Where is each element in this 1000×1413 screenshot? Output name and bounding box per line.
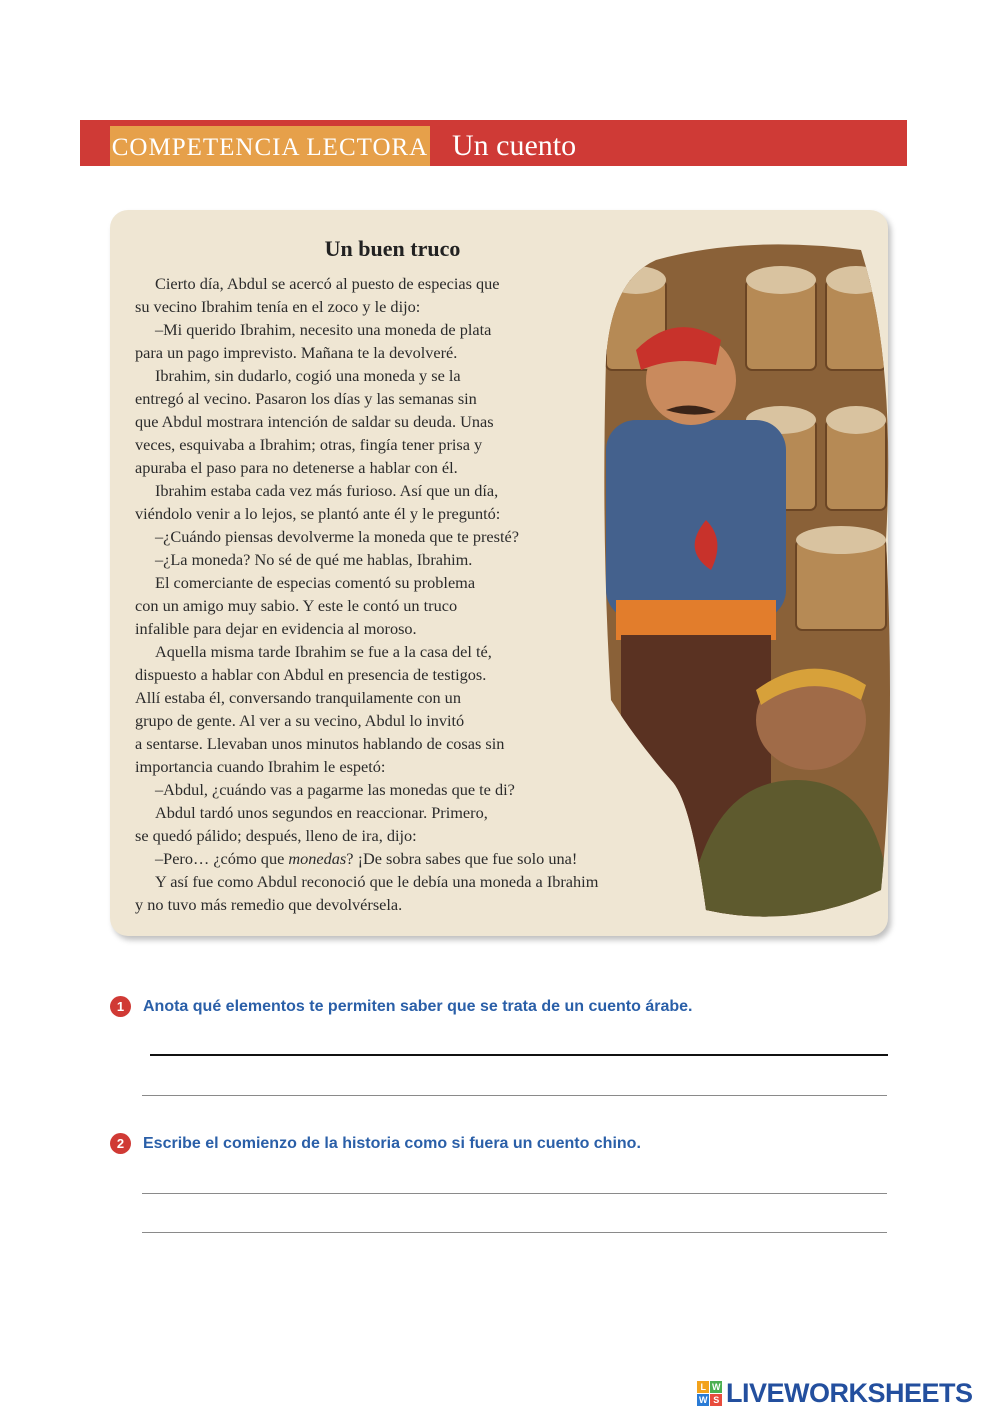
question-number-badge: 2 (110, 1133, 131, 1154)
story-line: viéndolo venir a lo lejos, se plantó ante él y le preguntó: (135, 504, 501, 523)
story-line: –Pero… ¿cómo que monedas? ¡De sobra sabes que fue solo una! (155, 849, 578, 868)
story-line: Allí estaba él, conversando tranquilamente con un (135, 688, 461, 707)
story-line: a sentarse. Llevaban unos minutos hablando de cosas sin (135, 734, 505, 753)
story-line: se quedó pálido; después, lleno de ira, dijo: (135, 826, 417, 845)
story-line: El comerciante de especias comentó su problema (155, 573, 476, 592)
story-line: grupo de gente. Al ver a su vecino, Abdul lo invitó (135, 711, 465, 730)
story-line: su vecino Ibrahim tenía en el zoco y le dijo: (135, 297, 421, 316)
question-text: Escribe el comienzo de la historia como si fuera un cuento chino. (143, 1134, 641, 1152)
answer-line-1b[interactable] (142, 1095, 887, 1096)
story-line: veces, esquivaba a Ibrahim; otras, fingía tener prisa y (135, 435, 483, 454)
logo-text: LIVEWORKSHEETS (726, 1378, 973, 1408)
story-line: Abdul tardó unos segundos en reaccionar. Primero, (155, 803, 488, 822)
logo-grid-icon: L W W S (699, 1382, 720, 1405)
page-title: Un cuento (452, 129, 577, 162)
story-line: Ibrahim, sin dudarlo, cogió una moneda y se la (155, 366, 461, 385)
story-line: Cierto día, Abdul se acercó al puesto de especias que (155, 274, 500, 293)
story-line: –¿La moneda? No sé de qué me hablas, Ibrahim. (155, 550, 473, 569)
story-line: y no tuvo más remedio que devolvérsela. (135, 895, 403, 914)
story-line: entregó al vecino. Pasaron los días y las semanas sin (135, 389, 477, 408)
liveworksheets-logo[interactable] (697, 1378, 973, 1409)
story-line: –Abdul, ¿cuándo vas a pagarme las monedas que te di? (155, 780, 515, 799)
question-text: Anota qué elementos te permiten saber que se trata de un cuento árabe. (143, 997, 693, 1015)
story-line: con un amigo muy sabio. Y este le contó un truco (135, 596, 458, 615)
question-2 (110, 1133, 641, 1154)
question-number-badge: 1 (110, 996, 131, 1017)
story-line: para un pago imprevisto. Mañana te la devolveré. (135, 343, 458, 362)
answer-line-1a[interactable] (150, 1054, 888, 1056)
story-line: –Mi querido Ibrahim, necesito una moneda de plata (155, 320, 492, 339)
section-tag: COMPETENCIA LECTORA (110, 126, 430, 166)
story-line: apuraba el paso para no detenerse a hablar con él. (135, 458, 458, 477)
story-text (135, 272, 695, 916)
story-line: que Abdul mostrara intención de saldar su deuda. Unas (135, 412, 494, 431)
story-title: Un buen truco (324, 236, 461, 261)
story-line: Y así fue como Abdul reconoció que le debía una moneda a Ibrahim (155, 872, 599, 891)
story-line: Ibrahim estaba cada vez más furioso. Así que un día, (155, 481, 499, 500)
story-line: dispuesto a hablar con Abdul en presencia de testigos. (135, 665, 487, 684)
story-line: importancia cuando Ibrahim le espetó: (135, 757, 386, 776)
answer-line-2a[interactable] (142, 1193, 887, 1194)
question-1 (110, 996, 692, 1017)
story-line: –¿Cuándo piensas devolverme la moneda que te presté? (155, 527, 519, 546)
story-line: Aquella misma tarde Ibrahim se fue a la casa del té, (155, 642, 492, 661)
answer-line-2b[interactable] (142, 1232, 887, 1233)
story-line: infalible para dejar en evidencia al moroso. (135, 619, 417, 638)
